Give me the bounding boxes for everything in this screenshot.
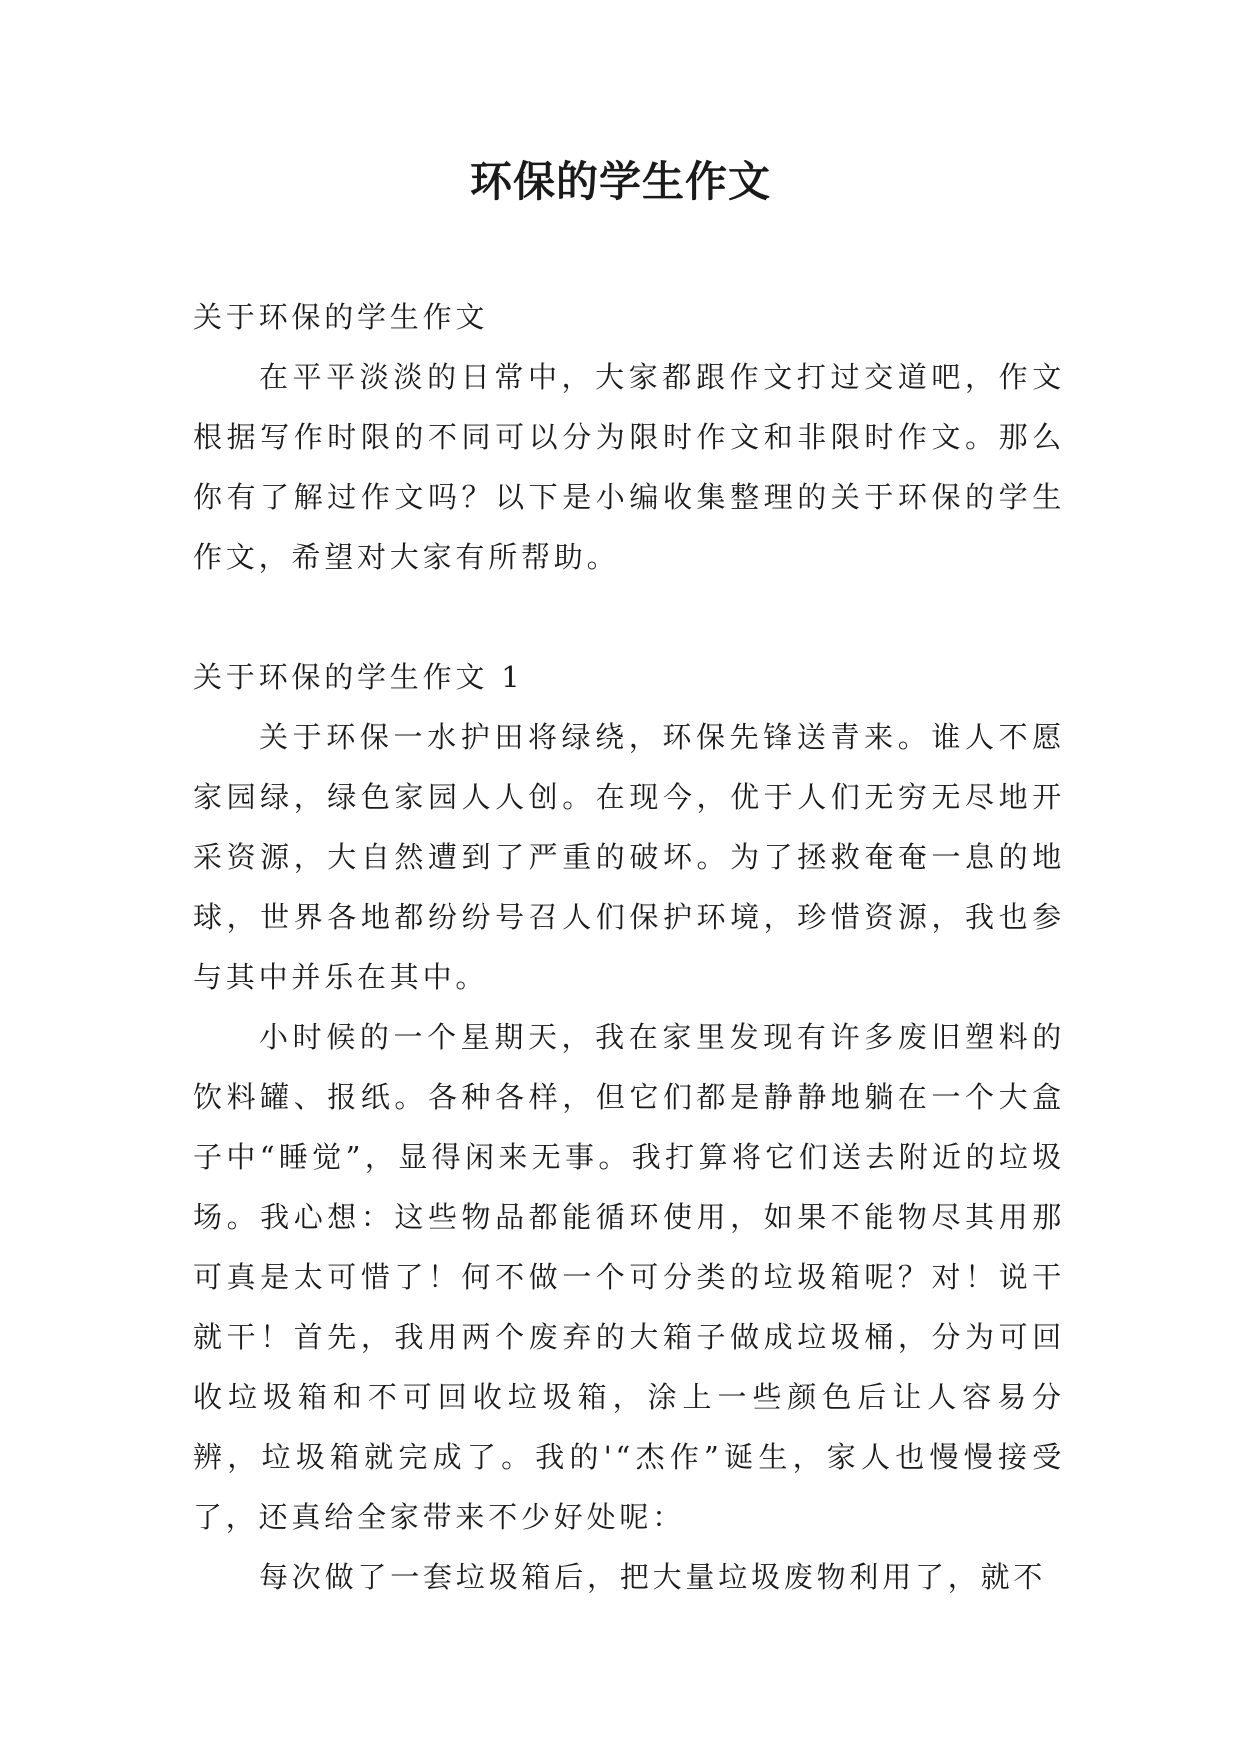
document-title: 环保的学生作文: [469, 157, 771, 206]
section1-paragraph-1: 关于环保一水护田将绿绕，环保先锋送青来。谁人不愿家园绿，绿色家园人人创。在现今，优于人们无穷无尽地开采资源，大自然遭到了严重的破坏。为了拯救奄奄一息的地球，世界各地都纷纷号召人们保护环境，珍惜资源，我也参与其中并乐在其中。: [193, 720, 1065, 994]
intro-heading: 关于环保的学生作文: [193, 300, 489, 334]
intro-paragraph: 在平平淡淡的日常中，大家都跟作文打过交道吧，作文根据写作时限的不同可以分为限时作文和非限时作文。那么你有了解过作文吗？以下是小编收集整理的关于环保的学生作文，希望对大家有所帮助。: [193, 360, 1065, 574]
section1-heading: 关于环保的学生作文 1: [193, 660, 524, 694]
document-body: [193, 287, 1065, 1607]
section1-paragraph-2: 小时候的一个星期天，我在家里发现有许多废旧塑料的饮料罐、报纸。各种各样，但它们都是静静地躺在一个大盒子中“睡觉”，显得闲来无事。我打算将它们送去附近的垃圾场。我心想：这些物品都能循环使用，如果不能物尽其用那可真是太可惜了！何不做一个可分类的垃圾箱呢？对！说干就干！首先，我用两个废弃的大箱子做成垃圾桶，分为可回收垃圾箱和不可回收垃圾箱，涂上一些颜色后让人容易分辨，垃圾箱就完成了。我的'“杰作”诞生，家人也慢慢接受了，还真给全家带来不少好处呢：: [193, 1020, 1065, 1534]
section-spacer: [193, 587, 1065, 647]
section1-paragraph-3: 每次做了一套垃圾箱后，把大量垃圾废物利用了，就不: [259, 1560, 1047, 1594]
